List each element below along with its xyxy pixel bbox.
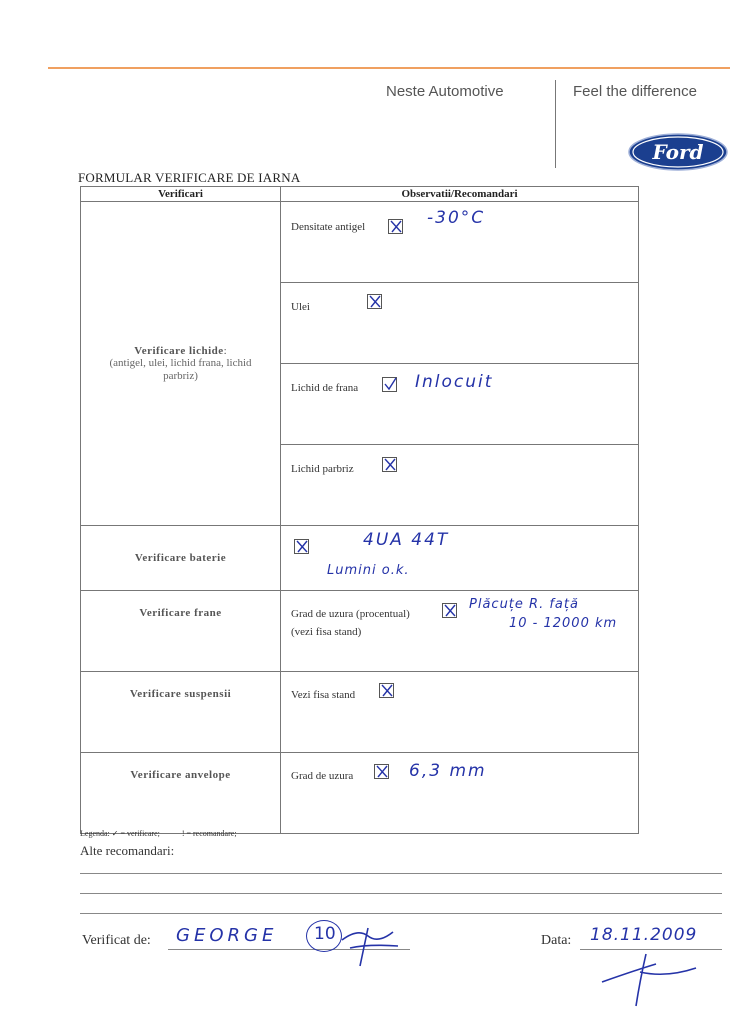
label-densitate-antigel: Densitate antigel xyxy=(291,221,366,233)
row-lichid-parbriz xyxy=(281,445,638,525)
cat-lichide-colon: : xyxy=(223,344,227,357)
legend xyxy=(80,829,257,838)
brand-slogan: Feel the difference xyxy=(573,83,697,100)
cat-anvelope xyxy=(81,753,281,834)
col-header-observatii: Observatii/Recomandari xyxy=(281,187,639,202)
cat-lichide-title: Verificare lichide xyxy=(134,344,224,357)
col-header-verificari: Verificari xyxy=(81,187,281,202)
cat-lichide-subtitle: (antigel, ulei, lichid frana, lichid parbriz) xyxy=(109,356,252,382)
row-densitate-antigel xyxy=(281,202,638,282)
label-suspensii: Vezi fisa stand xyxy=(291,689,356,701)
cat-lichide xyxy=(81,202,281,526)
row-suspensii xyxy=(281,672,638,752)
legend-recomandare: ! = recomandare; xyxy=(181,829,237,838)
cat-baterie-title: Verificare baterie xyxy=(134,552,227,564)
note-lichid-frana: Inlocuit xyxy=(415,372,494,392)
alte-recomandari-label: Alte recomandari: xyxy=(80,843,175,858)
legend-verificare: Legenda: ✓ = verificare; xyxy=(80,829,160,838)
note-densitate-antigel: -30°C xyxy=(427,208,486,228)
verificat-label: Verificat de: xyxy=(82,933,151,948)
form-title: FORMULAR VERIFICARE DE IARNA xyxy=(78,170,301,185)
label-ulei: Ulei xyxy=(291,301,310,313)
checkbox-lichid-frana[interactable] xyxy=(382,377,397,392)
label-lichid-parbriz: Lichid parbriz xyxy=(291,463,354,475)
brand-neste: Neste Automotive xyxy=(386,83,504,100)
checkbox-densitate-antigel[interactable] xyxy=(388,219,403,234)
ford-logo-text: Ford xyxy=(652,140,704,164)
cat-frane xyxy=(81,591,281,672)
checkbox-ulei[interactable] xyxy=(367,294,382,309)
recommend-line-2[interactable] xyxy=(80,893,722,894)
row-frane xyxy=(281,591,638,671)
row-lichid-frana xyxy=(281,364,638,444)
row-baterie xyxy=(281,526,638,590)
recommend-line-1[interactable] xyxy=(80,873,722,874)
checkbox-suspensii[interactable] xyxy=(379,683,394,698)
label-anvelope: Grad de uzura xyxy=(291,770,354,782)
verificat-name: GEORGE xyxy=(176,925,278,946)
recommend-line-3[interactable] xyxy=(80,913,722,914)
label-frane-line1: Grad de uzura (procentual) xyxy=(291,608,410,620)
cat-baterie xyxy=(81,526,281,591)
cat-suspensii xyxy=(81,672,281,753)
note-baterie-line1: 4UA 44T xyxy=(363,530,450,550)
label-lichid-frana: Lichid de frana xyxy=(291,382,359,394)
inspection-table xyxy=(80,186,639,834)
row-anvelope xyxy=(281,753,638,833)
data-label: Data: xyxy=(541,933,572,948)
ford-logo xyxy=(628,133,728,171)
row-ulei xyxy=(281,283,638,363)
checkbox-anvelope[interactable] xyxy=(374,764,389,779)
note-anvelope: 6,3 mm xyxy=(409,761,487,781)
checkbox-frane[interactable] xyxy=(442,603,457,618)
checkbox-baterie[interactable] xyxy=(294,539,309,554)
cat-anvelope-title: Verificare anvelope xyxy=(130,769,231,781)
verificat-badge xyxy=(306,920,342,952)
verificat-signature xyxy=(338,918,408,973)
data-value: 18.11.2009 xyxy=(590,925,698,945)
verificat-badge-number: 10 xyxy=(314,924,336,944)
brand-separator xyxy=(555,80,556,168)
data-signature xyxy=(596,950,706,1015)
checkbox-lichid-parbriz[interactable] xyxy=(382,457,397,472)
cat-frane-title: Verificare frane xyxy=(139,607,222,619)
header-rule xyxy=(48,67,730,69)
note-frane-line2: 10 - 12000 km xyxy=(509,616,618,631)
label-frane-line2: (vezi fisa stand) xyxy=(291,626,362,638)
cat-suspensii-title: Verificare suspensii xyxy=(129,688,232,700)
note-baterie-line2: Lumini o.k. xyxy=(327,563,410,578)
note-frane-line1: Plăcuțe R. față xyxy=(469,597,579,612)
